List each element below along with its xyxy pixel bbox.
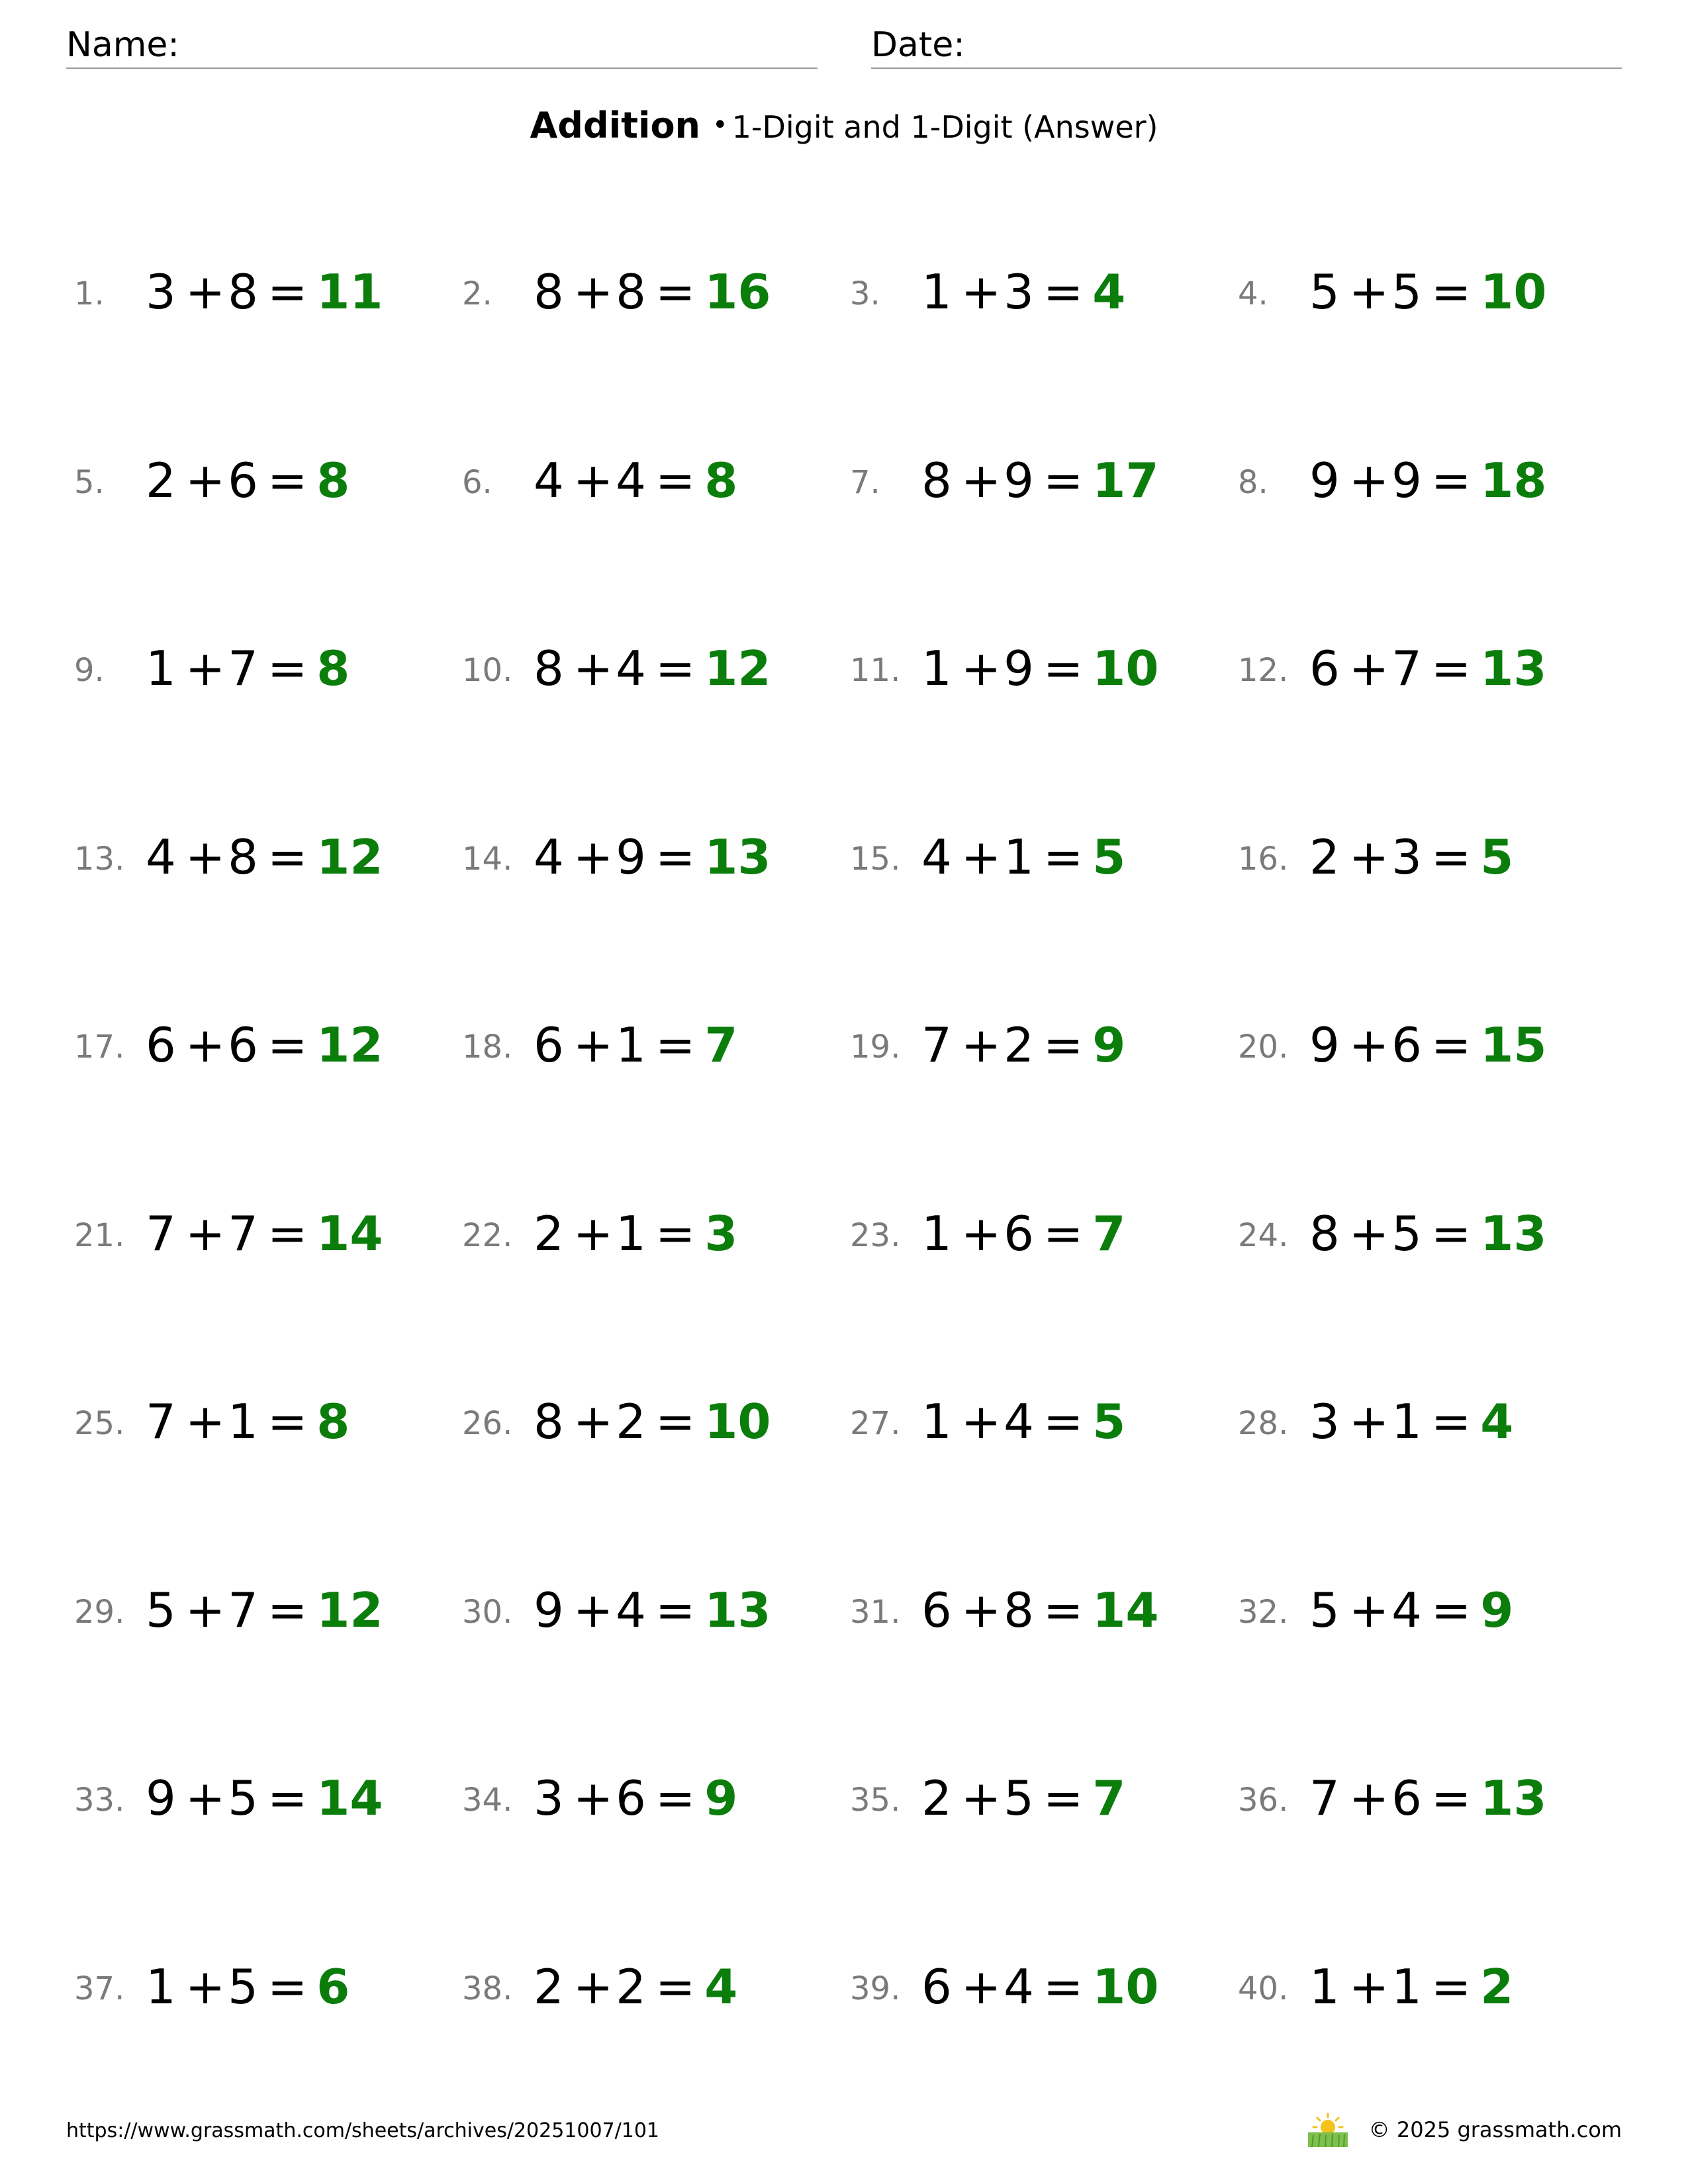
operand-a: 1 — [146, 641, 176, 696]
plus-sign: + — [1348, 641, 1389, 696]
problem-equation — [534, 1582, 771, 1639]
operand-a: 5 — [1309, 1582, 1340, 1638]
equals-sign: = — [267, 1206, 308, 1261]
problem-equation — [146, 452, 350, 509]
plus-sign: + — [961, 1394, 1002, 1449]
answer: 13 — [704, 1582, 771, 1638]
problem-number: 29. — [74, 1594, 125, 1631]
worksheet-title — [0, 105, 1688, 146]
equals-sign: = — [267, 1582, 308, 1638]
equals-sign: = — [655, 1582, 696, 1638]
plus-sign: + — [185, 1770, 226, 1826]
answer: 8 — [316, 1394, 350, 1449]
problem-equation — [534, 452, 737, 509]
answer: 4 — [1092, 264, 1126, 320]
operand-b: 7 — [228, 1206, 258, 1261]
problem-equation — [146, 263, 383, 320]
problem-number: 8. — [1238, 464, 1268, 501]
operand-a: 4 — [534, 453, 564, 508]
problem-number: 23. — [850, 1217, 901, 1254]
plus-sign: + — [573, 264, 614, 320]
answer: 14 — [316, 1770, 383, 1826]
operand-a: 7 — [146, 1206, 176, 1261]
plus-sign: + — [573, 1959, 614, 2015]
equals-sign: = — [1430, 1017, 1472, 1073]
plus-sign: + — [185, 1394, 226, 1449]
plus-sign: + — [961, 1770, 1002, 1826]
operand-b: 7 — [228, 641, 258, 696]
equals-sign: = — [1043, 1582, 1084, 1638]
title-separator: • — [712, 110, 728, 140]
operand-a: 6 — [1309, 641, 1340, 696]
operand-b: 1 — [1004, 829, 1034, 885]
operand-b: 7 — [1391, 641, 1422, 696]
equals-sign: = — [655, 1394, 696, 1449]
answer: 10 — [1092, 1959, 1159, 2015]
answer: 9 — [1480, 1582, 1514, 1638]
problem-number: 19. — [850, 1028, 901, 1066]
operand-a: 8 — [534, 264, 564, 320]
equals-sign: = — [267, 641, 308, 696]
plus-sign: + — [1348, 1206, 1389, 1261]
equals-sign: = — [1043, 264, 1084, 320]
equals-sign: = — [1430, 1206, 1472, 1261]
operand-b: 9 — [1391, 453, 1422, 508]
name-label: Name: — [66, 25, 179, 65]
answer: 8 — [316, 641, 350, 696]
equals-sign: = — [1043, 641, 1084, 696]
plus-sign: + — [185, 453, 226, 508]
problem-number: 39. — [850, 1970, 901, 2007]
operand-a: 8 — [534, 641, 564, 696]
operand-b: 1 — [1391, 1959, 1422, 2015]
problem-number: 4. — [1238, 275, 1268, 312]
operand-b: 5 — [228, 1770, 258, 1826]
problem-number: 12. — [1238, 652, 1289, 689]
problem-number: 14. — [462, 841, 513, 878]
equals-sign: = — [655, 1017, 696, 1073]
equals-sign: = — [267, 1959, 308, 2015]
problem-equation — [1309, 640, 1546, 697]
equals-sign: = — [655, 1770, 696, 1826]
operand-b: 4 — [616, 1582, 646, 1638]
problem-equation — [1309, 263, 1546, 320]
operand-b: 4 — [1391, 1582, 1422, 1638]
plus-sign: + — [573, 1394, 614, 1449]
problem-equation — [146, 1770, 383, 1827]
operand-b: 6 — [616, 1770, 646, 1826]
operand-a: 1 — [921, 641, 952, 696]
equals-sign: = — [1043, 1770, 1084, 1826]
operand-a: 9 — [146, 1770, 176, 1826]
operand-a: 8 — [534, 1394, 564, 1449]
problem-number: 31. — [850, 1594, 901, 1631]
problem-equation — [921, 1017, 1125, 1073]
problem-equation — [146, 640, 350, 697]
problem-equation — [1309, 829, 1513, 886]
problem-number: 6. — [462, 464, 492, 501]
operand-b: 4 — [616, 453, 646, 508]
operand-a: 3 — [146, 264, 176, 320]
answer: 15 — [1480, 1017, 1547, 1073]
plus-sign: + — [1348, 1770, 1389, 1826]
equals-sign: = — [1430, 264, 1472, 320]
plus-sign: + — [185, 829, 226, 885]
answer: 17 — [1092, 453, 1159, 508]
problem-number: 1. — [74, 275, 105, 312]
answer: 14 — [1092, 1582, 1159, 1638]
equals-sign: = — [267, 829, 308, 885]
operand-a: 9 — [1309, 453, 1340, 508]
operand-a: 4 — [921, 829, 952, 885]
answer: 13 — [704, 829, 771, 885]
operand-a: 9 — [534, 1582, 564, 1638]
operand-b: 2 — [616, 1959, 646, 2015]
problem-equation — [534, 1205, 737, 1262]
answer: 10 — [1092, 641, 1159, 696]
operand-b: 1 — [228, 1394, 258, 1449]
operand-b: 7 — [228, 1582, 258, 1638]
equals-sign: = — [655, 829, 696, 885]
footer-copyright: © 2025 grassmath.com — [1368, 2117, 1622, 2142]
equals-sign: = — [267, 453, 308, 508]
answer: 7 — [1092, 1770, 1126, 1826]
equals-sign: = — [1043, 1394, 1084, 1449]
operand-a: 8 — [921, 453, 952, 508]
answer: 6 — [316, 1959, 350, 2015]
problem-equation — [146, 1017, 383, 1073]
problem-number: 3. — [850, 275, 880, 312]
operand-b: 9 — [1004, 453, 1034, 508]
operand-b: 8 — [228, 264, 258, 320]
problem-equation — [921, 640, 1158, 697]
problem-number: 5. — [74, 464, 105, 501]
plus-sign: + — [573, 453, 614, 508]
problem-number: 32. — [1238, 1594, 1289, 1631]
answer: 2 — [1480, 1959, 1514, 2015]
operand-b: 9 — [1004, 641, 1034, 696]
operand-b: 5 — [1391, 264, 1422, 320]
problem-equation — [921, 1205, 1125, 1262]
problem-equation — [921, 452, 1158, 509]
problem-number: 36. — [1238, 1782, 1289, 1819]
plus-sign: + — [1348, 1959, 1389, 2015]
problem-number: 40. — [1238, 1970, 1289, 2007]
plus-sign: + — [185, 264, 226, 320]
problem-equation — [1309, 1393, 1513, 1450]
operand-b: 8 — [1004, 1582, 1034, 1638]
problem-number: 22. — [462, 1217, 513, 1254]
operand-a: 5 — [1309, 264, 1340, 320]
plus-sign: + — [961, 1582, 1002, 1638]
operand-a: 3 — [1309, 1394, 1340, 1449]
equals-sign: = — [1043, 1959, 1084, 2015]
answer: 13 — [1480, 641, 1547, 696]
operand-a: 9 — [1309, 1017, 1340, 1073]
answer: 13 — [1480, 1206, 1547, 1261]
problem-equation — [921, 1770, 1125, 1827]
equals-sign: = — [1430, 1959, 1472, 2015]
plus-sign: + — [185, 1582, 226, 1638]
problem-number: 11. — [850, 652, 901, 689]
answer: 18 — [1480, 453, 1547, 508]
answer: 4 — [704, 1959, 738, 2015]
operand-b: 2 — [616, 1394, 646, 1449]
operand-b: 5 — [1004, 1770, 1034, 1826]
problem-number: 34. — [462, 1782, 513, 1819]
equals-sign: = — [655, 641, 696, 696]
equals-sign: = — [1430, 641, 1472, 696]
operand-a: 1 — [146, 1959, 176, 2015]
operand-a: 2 — [534, 1206, 564, 1261]
equals-sign: = — [267, 1017, 308, 1073]
operand-b: 9 — [616, 829, 646, 885]
answer: 5 — [1092, 829, 1126, 885]
problem-equation — [146, 1582, 383, 1639]
date-label: Date: — [871, 25, 965, 65]
problem-number: 35. — [850, 1782, 901, 1819]
operand-a: 6 — [534, 1017, 564, 1073]
plus-sign: + — [573, 1017, 614, 1073]
plus-sign: + — [961, 829, 1002, 885]
problem-equation — [1309, 1205, 1546, 1262]
answer: 10 — [704, 1394, 771, 1449]
problem-equation — [1309, 452, 1546, 509]
operand-a: 2 — [146, 453, 176, 508]
equals-sign: = — [655, 1959, 696, 2015]
answer: 14 — [316, 1206, 383, 1261]
plus-sign: + — [961, 1959, 1002, 2015]
plus-sign: + — [573, 1770, 614, 1826]
problem-equation — [921, 829, 1125, 886]
equals-sign: = — [1430, 1394, 1472, 1449]
operand-a: 3 — [534, 1770, 564, 1826]
problem-number: 21. — [74, 1217, 125, 1254]
operand-b: 3 — [1391, 829, 1422, 885]
answer: 9 — [704, 1770, 738, 1826]
plus-sign: + — [961, 1206, 1002, 1261]
operand-a: 6 — [921, 1582, 952, 1638]
problem-equation — [534, 1958, 737, 2015]
problem-equation — [534, 640, 771, 697]
equals-sign: = — [1043, 829, 1084, 885]
plus-sign: + — [1348, 453, 1389, 508]
operand-a: 7 — [921, 1017, 952, 1073]
operand-a: 4 — [534, 829, 564, 885]
operand-b: 5 — [1391, 1206, 1422, 1261]
operand-a: 1 — [921, 264, 952, 320]
operand-a: 5 — [146, 1582, 176, 1638]
plus-sign: + — [961, 641, 1002, 696]
problem-number: 2. — [462, 275, 492, 312]
operand-b: 2 — [1004, 1017, 1034, 1073]
plus-sign: + — [961, 264, 1002, 320]
equals-sign: = — [1430, 1582, 1472, 1638]
plus-sign: + — [961, 453, 1002, 508]
equals-sign: = — [655, 264, 696, 320]
operand-b: 6 — [228, 453, 258, 508]
operand-a: 7 — [1309, 1770, 1340, 1826]
plus-sign: + — [573, 1206, 614, 1261]
operand-a: 8 — [1309, 1206, 1340, 1261]
operand-b: 8 — [616, 264, 646, 320]
problem-number: 7. — [850, 464, 880, 501]
answer: 13 — [1480, 1770, 1547, 1826]
operand-b: 5 — [228, 1959, 258, 2015]
problem-equation — [534, 1393, 771, 1450]
title-subtitle: 1-Digit and 1-Digit (Answer) — [731, 109, 1158, 145]
operand-b: 1 — [616, 1017, 646, 1073]
problem-equation — [534, 829, 771, 886]
equals-sign: = — [1430, 829, 1472, 885]
answer: 16 — [704, 264, 771, 320]
answer: 4 — [1480, 1394, 1514, 1449]
problem-equation — [921, 1393, 1125, 1450]
operand-a: 2 — [921, 1770, 952, 1826]
problem-equation — [1309, 1958, 1513, 2015]
plus-sign: + — [573, 641, 614, 696]
equals-sign: = — [1430, 453, 1472, 508]
problem-equation — [921, 1582, 1158, 1639]
name-field — [66, 24, 818, 69]
problem-number: 28. — [1238, 1405, 1289, 1442]
operand-b: 1 — [1391, 1394, 1422, 1449]
problem-equation — [1309, 1017, 1546, 1073]
answer: 11 — [316, 264, 383, 320]
problem-equation — [534, 1770, 737, 1827]
problem-number: 33. — [74, 1782, 125, 1819]
answer: 7 — [1092, 1206, 1126, 1261]
operand-b: 4 — [616, 641, 646, 696]
plus-sign: + — [185, 1017, 226, 1073]
grass-sun-logo-icon — [1304, 2111, 1352, 2148]
operand-b: 8 — [228, 829, 258, 885]
equals-sign: = — [1043, 1017, 1084, 1073]
title-main: Addition — [530, 105, 700, 146]
problem-number: 20. — [1238, 1028, 1289, 1066]
operand-a: 6 — [146, 1017, 176, 1073]
answer: 5 — [1480, 829, 1514, 885]
problem-number: 27. — [850, 1405, 901, 1442]
operand-b: 6 — [1004, 1206, 1034, 1261]
problem-number: 13. — [74, 841, 125, 878]
answer: 10 — [1480, 264, 1547, 320]
problem-number: 37. — [74, 1970, 125, 2007]
plus-sign: + — [1348, 1017, 1389, 1073]
problem-equation — [534, 263, 771, 320]
answer: 5 — [1092, 1394, 1126, 1449]
equals-sign: = — [1043, 1206, 1084, 1261]
problem-number: 38. — [462, 1970, 513, 2007]
operand-b: 4 — [1004, 1394, 1034, 1449]
problem-number: 26. — [462, 1405, 513, 1442]
plus-sign: + — [573, 1582, 614, 1638]
problem-equation — [146, 1393, 350, 1450]
answer: 12 — [316, 1017, 383, 1073]
problem-number: 15. — [850, 841, 901, 878]
equals-sign: = — [267, 1394, 308, 1449]
answer: 12 — [316, 829, 383, 885]
equals-sign: = — [655, 1206, 696, 1261]
operand-a: 6 — [921, 1959, 952, 2015]
operand-a: 4 — [146, 829, 176, 885]
problem-equation — [146, 1205, 383, 1262]
equals-sign: = — [1430, 1770, 1472, 1826]
operand-a: 2 — [1309, 829, 1340, 885]
plus-sign: + — [573, 829, 614, 885]
operand-b: 6 — [1391, 1770, 1422, 1826]
footer-url: https://www.grassmath.com/sheets/archives/20251007/101 — [66, 2119, 660, 2142]
answer: 7 — [704, 1017, 738, 1073]
plus-sign: + — [1348, 1582, 1389, 1638]
answer: 8 — [704, 453, 738, 508]
footer-brand — [1304, 2110, 1622, 2150]
problem-number: 30. — [462, 1594, 513, 1631]
operand-b: 1 — [616, 1206, 646, 1261]
operand-b: 3 — [1004, 264, 1034, 320]
operand-b: 6 — [1391, 1017, 1422, 1073]
answer: 3 — [704, 1206, 738, 1261]
answer: 12 — [316, 1582, 383, 1638]
problem-equation — [146, 829, 383, 886]
plus-sign: + — [185, 641, 226, 696]
problem-equation — [146, 1958, 350, 2015]
date-field — [871, 24, 1622, 69]
operand-b: 6 — [228, 1017, 258, 1073]
operand-a: 1 — [921, 1206, 952, 1261]
equals-sign: = — [655, 453, 696, 508]
operand-a: 1 — [921, 1394, 952, 1449]
problem-equation — [921, 1958, 1158, 2015]
operand-a: 7 — [146, 1394, 176, 1449]
equals-sign: = — [267, 264, 308, 320]
problem-number: 9. — [74, 652, 105, 689]
plus-sign: + — [1348, 829, 1389, 885]
plus-sign: + — [1348, 264, 1389, 320]
problem-number: 10. — [462, 652, 513, 689]
equals-sign: = — [1043, 453, 1084, 508]
problem-number: 17. — [74, 1028, 125, 1066]
problem-number: 25. — [74, 1405, 125, 1442]
answer: 12 — [704, 641, 771, 696]
plus-sign: + — [185, 1206, 226, 1261]
operand-b: 4 — [1004, 1959, 1034, 2015]
problem-equation — [534, 1017, 737, 1073]
problem-equation — [921, 263, 1125, 320]
problem-equation — [1309, 1582, 1513, 1639]
problem-equation — [1309, 1770, 1546, 1827]
plus-sign: + — [1348, 1394, 1389, 1449]
plus-sign: + — [961, 1017, 1002, 1073]
problem-number: 16. — [1238, 841, 1289, 878]
operand-a: 2 — [534, 1959, 564, 2015]
plus-sign: + — [185, 1959, 226, 2015]
answer: 9 — [1092, 1017, 1126, 1073]
problem-number: 18. — [462, 1028, 513, 1066]
equals-sign: = — [267, 1770, 308, 1826]
problem-number: 24. — [1238, 1217, 1289, 1254]
operand-a: 1 — [1309, 1959, 1340, 2015]
answer: 8 — [316, 453, 350, 508]
